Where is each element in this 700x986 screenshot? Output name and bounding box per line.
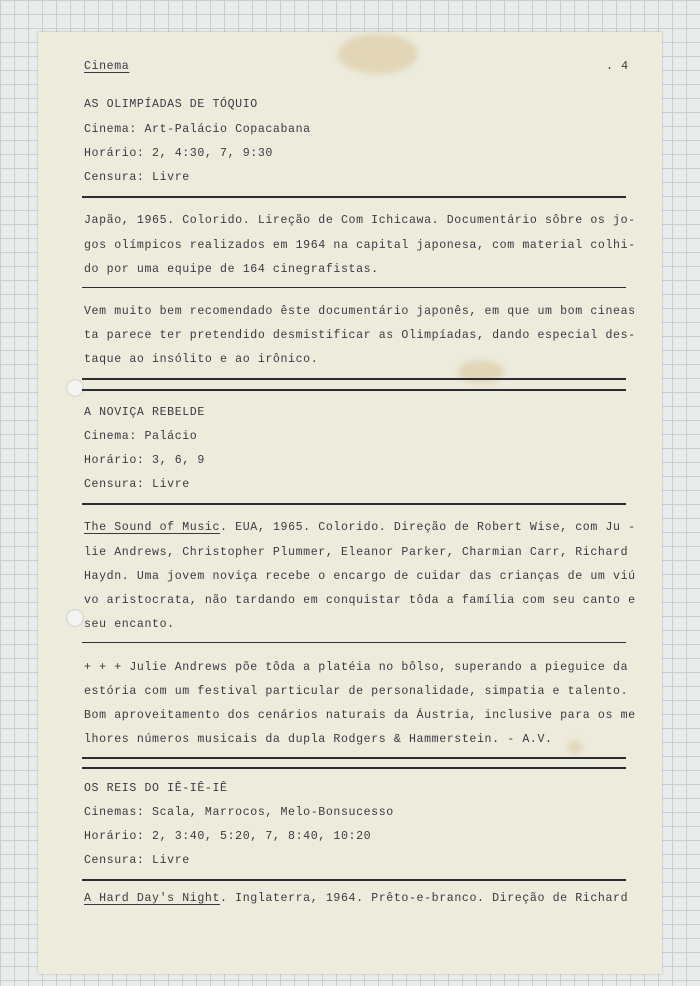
film-schedule: Horário: 3, 6, 9 bbox=[84, 454, 205, 467]
divider bbox=[82, 879, 626, 881]
film-cinema: Cinema: Palácio bbox=[84, 430, 198, 443]
divider bbox=[82, 378, 626, 380]
film-rating: Censura: Livre bbox=[84, 854, 190, 867]
paper-stain bbox=[568, 740, 582, 754]
film-rating: Censura: Livre bbox=[84, 171, 190, 184]
film-schedule: Horário: 2, 3:40, 5:20, 7, 8:40, 10:20 bbox=[84, 830, 372, 843]
page-number: . 4 bbox=[606, 60, 629, 73]
review-line: taque ao insólito e ao irônico. bbox=[84, 353, 319, 366]
synopsis-line: vo aristocrata, não tardando em conquistar tôda a família com seu canto e bbox=[84, 594, 636, 607]
paper-stain bbox=[458, 360, 504, 384]
paper-stain bbox=[338, 34, 418, 74]
synopsis-line: do por uma equipe de 164 cinegrafistas. bbox=[84, 263, 379, 276]
review-line: + + + Julie Andrews põe tôda a platéia no bôlso, superando a pieguice da bbox=[84, 661, 629, 674]
typewritten-page bbox=[38, 32, 662, 974]
divider bbox=[82, 287, 626, 288]
review-line: estória com um festival particular de personalidade, simpatia e talento. bbox=[84, 685, 629, 698]
film-title: OS REIS DO IÊ-IÊ-IÊ bbox=[84, 782, 228, 795]
divider bbox=[82, 757, 626, 759]
film-cinema: Cinemas: Scala, Marrocos, Melo-Bonsucesso bbox=[84, 806, 394, 819]
film-cinema: Cinema: Art-Palácio Copacabana bbox=[84, 123, 311, 136]
synopsis-line: gos olímpicos realizados em 1964 na capital japonesa, com material colhi- bbox=[84, 239, 636, 252]
synopsis-text: . Inglaterra, 1964. Prêto-e-branco. Direção de Richard bbox=[220, 892, 629, 905]
original-title: The Sound of Music bbox=[84, 521, 221, 534]
punch-hole bbox=[66, 379, 84, 397]
synopsis-text: . EUA, 1965. Colorido. Direção de Robert Wise, com Ju - bbox=[220, 521, 636, 534]
review-line: ta parece ter pretendido desmistificar as Olimpíadas, dando especial des- bbox=[84, 329, 636, 342]
divider bbox=[82, 389, 626, 391]
synopsis-line: Haydn. Uma jovem noviça recebe o encargo de cuidar das crianças de um viú bbox=[84, 570, 636, 583]
divider bbox=[82, 503, 626, 505]
section-label: Cinema bbox=[84, 60, 130, 73]
synopsis-line: Japão, 1965. Colorido. Lireção de Com Ichicawa. Documentário sôbre os jo- bbox=[84, 214, 636, 227]
divider bbox=[82, 196, 626, 198]
review-line: Vem muito bem recomendado êste documentário japonês, em que um bom cineas bbox=[84, 305, 636, 318]
original-title: A Hard Day's Night bbox=[84, 892, 221, 905]
synopsis-line bbox=[84, 892, 628, 905]
film-rating: Censura: Livre bbox=[84, 478, 190, 491]
film-schedule: Horário: 2, 4:30, 7, 9:30 bbox=[84, 147, 273, 160]
film-title: A NOVIÇA REBELDE bbox=[84, 406, 205, 419]
divider bbox=[82, 642, 626, 643]
review-line: lhores números musicais da dupla Rodgers & Hammerstein. - A.V. bbox=[84, 733, 553, 746]
film-title: AS OLIMPÍADAS DE TÓQUIO bbox=[84, 98, 258, 111]
punch-hole bbox=[66, 609, 84, 627]
synopsis-line: seu encanto. bbox=[84, 618, 175, 631]
synopsis-line bbox=[84, 521, 636, 534]
divider bbox=[82, 767, 626, 769]
synopsis-line: lie Andrews, Christopher Plummer, Eleanor Parker, Charmian Carr, Richard bbox=[84, 546, 629, 559]
review-line: Bom aproveitamento dos cenários naturais da Áustria, inclusive para os me bbox=[84, 709, 636, 722]
